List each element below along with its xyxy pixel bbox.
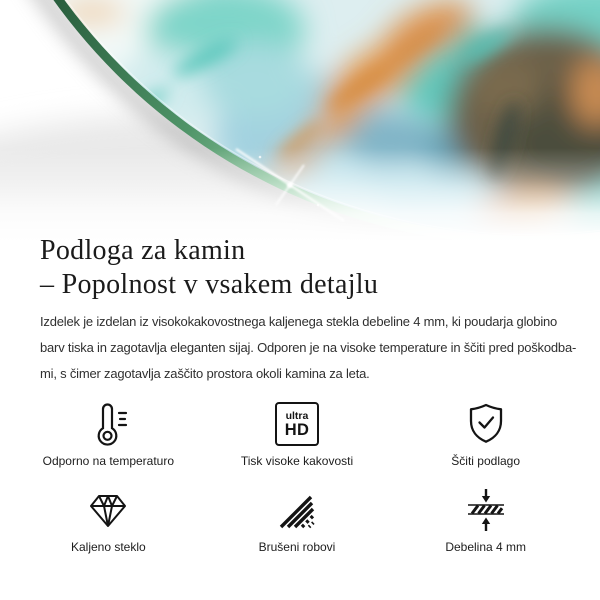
diamond-icon bbox=[84, 485, 132, 535]
ultra-hd-icon bbox=[275, 399, 319, 449]
description-line-2: barv tiska in zagotavlja eleganten sijaj. Odporen je na visoke temperature in ščiti pred poškodba- bbox=[40, 340, 577, 355]
feature-label: Odporno na temperaturo bbox=[42, 454, 175, 468]
glass-panel-photo bbox=[0, 0, 600, 245]
feature-label: Kaljeno steklo bbox=[70, 540, 146, 554]
feature-label: Brušeni robovi bbox=[258, 540, 336, 554]
feature-thickness bbox=[391, 485, 580, 554]
thickness-icon bbox=[462, 485, 510, 535]
page-title-line-1: Podloga za kamin bbox=[40, 235, 246, 266]
shield-check-icon bbox=[462, 399, 510, 449]
ultra-hd-badge-bottom: HD bbox=[284, 420, 310, 439]
description-line-1: Izdelek je izdelan iz visokokakovostnega kaljenega stekla debeline 4 mm, ki poudarja globino bbox=[40, 314, 558, 329]
page-title-line-2: – Popolnost v vsakem detajlu bbox=[40, 269, 379, 300]
feature-label: Ščiti podlago bbox=[451, 454, 521, 468]
description-line-3: mi, s čimer zagotavlja zaščito prostora okoli kamina za leta. bbox=[40, 366, 370, 381]
page-title bbox=[40, 234, 378, 302]
thermometer-icon bbox=[84, 399, 132, 449]
ultra-hd-badge-top: ultra bbox=[285, 409, 309, 422]
feature-label: Tisk visoke kakovosti bbox=[240, 454, 354, 468]
feature-protects-surface bbox=[391, 399, 580, 468]
feature-print-quality bbox=[203, 399, 392, 468]
feature-grid bbox=[14, 399, 580, 554]
feature-polished-edges bbox=[203, 485, 392, 554]
brushed-edge-icon bbox=[273, 485, 321, 535]
feature-temperature bbox=[14, 399, 203, 468]
product-hero-image bbox=[0, 0, 600, 245]
feature-label: Debelina 4 mm bbox=[445, 540, 527, 554]
product-description bbox=[40, 309, 576, 387]
feature-tempered-glass bbox=[14, 485, 203, 554]
